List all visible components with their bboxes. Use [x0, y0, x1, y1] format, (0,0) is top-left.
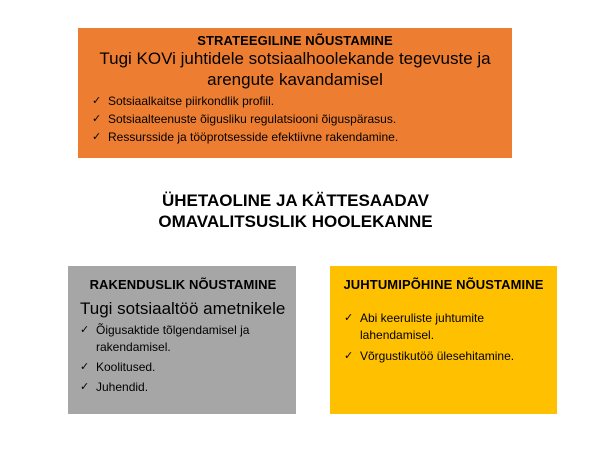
list-item-text: Sotsiaalkaitse piirkondlik profiil. — [108, 94, 275, 108]
center-title-line-1: ÜHETAOLINE JA KÄTTESAADAV — [162, 191, 429, 210]
list-item-text: Võrgustikutöö ülesehitamine. — [360, 349, 515, 363]
applied-advice-heading: RAKENDUSLIK NÕUSTAMINE — [89, 277, 277, 292]
list-item-text: Koolitused. — [96, 360, 156, 374]
case-based-advice-heading: JUHTUMIPÕHINE NÕUSTAMINE — [343, 277, 544, 292]
list-item — [78, 322, 288, 356]
strategic-advice-subtitle: Tugi KOVi juhtidele sotsiaalhoolekande tegevuste ja arengute kavandamisel — [99, 49, 491, 89]
list-item-text: Abi keeruliste juhtumite lahendamisel. — [360, 311, 485, 342]
checkmark-icon: ✓ — [80, 381, 90, 393]
list-item-text: Ressursside ja tööprotsesside efektiivne rakendamine. — [108, 130, 399, 144]
checkmark-icon: ✓ — [92, 131, 102, 143]
checkmark-icon: ✓ — [344, 312, 354, 324]
case-based-advice-list — [340, 310, 547, 365]
checkmark-icon: ✓ — [92, 113, 102, 125]
list-item — [90, 93, 502, 110]
list-item — [342, 310, 547, 344]
list-item — [90, 129, 502, 146]
list-item — [78, 379, 288, 396]
checkmark-icon: ✓ — [80, 361, 90, 373]
list-item-text: Juhendid. — [96, 380, 149, 394]
list-item — [342, 348, 547, 365]
strategic-advice-heading: STRATEEGILINE NÕUSTAMINE — [197, 33, 393, 48]
applied-advice-subtitle: Tugi sotsiaaltöö ametnikele — [80, 299, 286, 318]
strategic-advice-box — [78, 28, 512, 158]
list-item — [78, 359, 288, 376]
checkmark-icon: ✓ — [80, 324, 90, 336]
case-based-advice-box — [330, 266, 557, 414]
checkmark-icon: ✓ — [92, 95, 102, 107]
list-item-text: Õigusaktide tõlgendamisel ja rakendamisel. — [96, 323, 250, 354]
strategic-advice-list — [88, 93, 502, 146]
list-item-text: Sotsiaalteenuste õigusliku regulatsiooni õiguspärasus. — [108, 112, 397, 126]
checkmark-icon: ✓ — [344, 350, 354, 362]
center-title-line-2: OMAVALITSUSLIK HOOLEKANNE — [158, 212, 433, 231]
applied-advice-box — [68, 266, 296, 414]
list-item — [90, 111, 502, 128]
center-title — [120, 190, 471, 232]
applied-advice-list — [78, 322, 288, 396]
